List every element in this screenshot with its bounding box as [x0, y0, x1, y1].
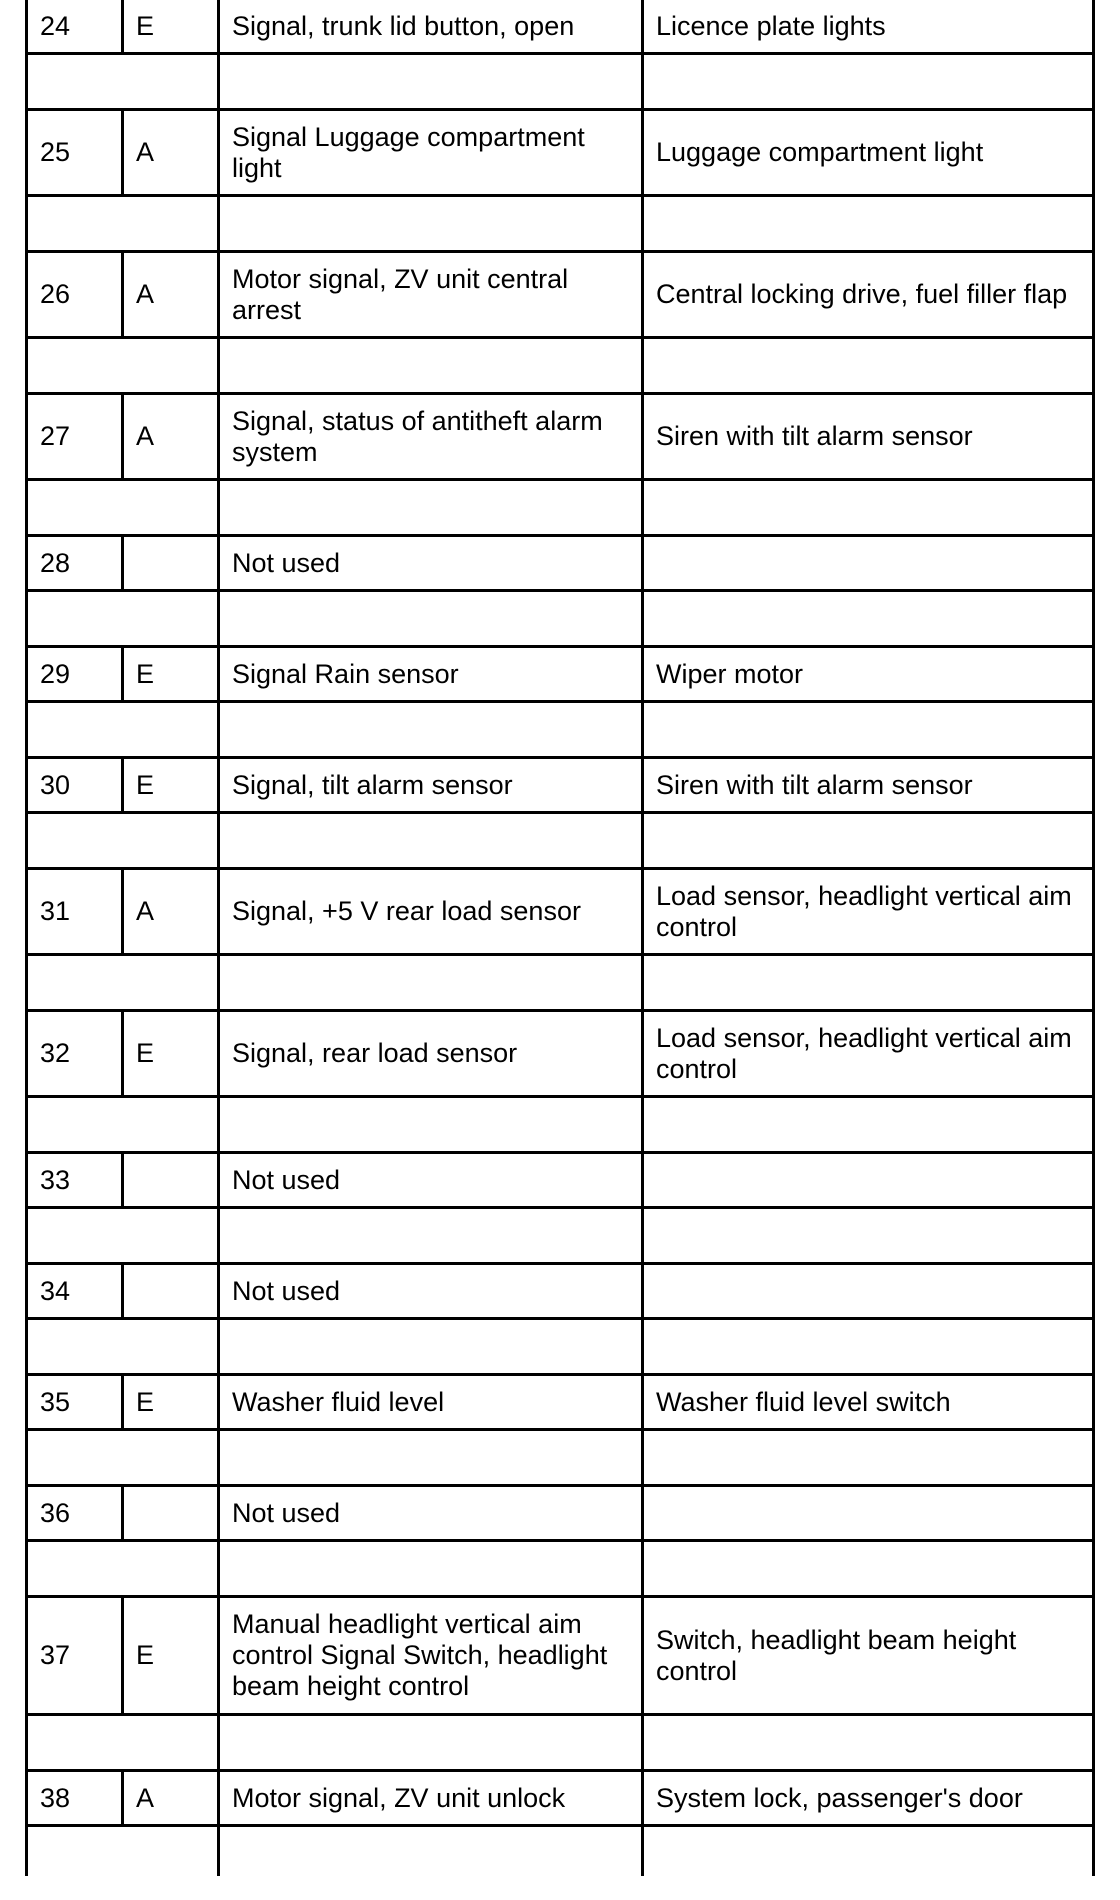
component-name: Central locking drive, fuel filler flap	[643, 252, 1094, 338]
signal-direction: A	[123, 1771, 219, 1826]
component-name: Siren with tilt alarm sensor	[643, 394, 1094, 480]
component-name	[643, 1264, 1094, 1319]
component-name: System lock, passenger's door	[643, 1771, 1094, 1826]
signal-direction: E	[123, 1597, 219, 1715]
table-row	[27, 1011, 1094, 1097]
spacer-row	[27, 1541, 1094, 1597]
pin-number: 31	[27, 869, 123, 955]
pin-number: 33	[27, 1153, 123, 1208]
spacer-row	[27, 1208, 1094, 1264]
signal-direction: E	[123, 758, 219, 813]
table-row	[27, 110, 1094, 196]
table-row	[27, 1771, 1094, 1826]
table-row	[27, 869, 1094, 955]
spacer-row	[27, 196, 1094, 252]
component-name	[643, 536, 1094, 591]
signal-direction: A	[123, 394, 219, 480]
pin-number: 29	[27, 647, 123, 702]
signal-direction: A	[123, 252, 219, 338]
signal-direction: E	[123, 1011, 219, 1097]
pin-number: 37	[27, 1597, 123, 1715]
table-row	[27, 394, 1094, 480]
component-name: Washer fluid level switch	[643, 1375, 1094, 1430]
pin-number: 25	[27, 110, 123, 196]
signal-description: Not used	[219, 536, 643, 591]
pin-number: 32	[27, 1011, 123, 1097]
spacer-row	[27, 1430, 1094, 1486]
signal-direction	[123, 1486, 219, 1541]
pin-number: 26	[27, 252, 123, 338]
spacer-row	[27, 1715, 1094, 1771]
pin-number: 24	[27, 0, 123, 54]
table-row	[27, 0, 1094, 54]
signal-direction: A	[123, 110, 219, 196]
table-row	[27, 1264, 1094, 1319]
table-row	[27, 1153, 1094, 1208]
signal-description: Signal Luggage compartment light	[219, 110, 643, 196]
signal-description: Washer fluid level	[219, 1375, 643, 1430]
signal-description: Signal, +5 V rear load sensor	[219, 869, 643, 955]
signal-description: Not used	[219, 1264, 643, 1319]
pin-number: 38	[27, 1771, 123, 1826]
spacer-row	[27, 1826, 1094, 1877]
pin-number: 27	[27, 394, 123, 480]
spacer-row	[27, 480, 1094, 536]
spacer-row	[27, 702, 1094, 758]
signal-direction: E	[123, 1375, 219, 1430]
signal-direction	[123, 536, 219, 591]
pin-number: 30	[27, 758, 123, 813]
table-row	[27, 1597, 1094, 1715]
component-name: Licence plate lights	[643, 0, 1094, 54]
pin-assignment-table	[25, 0, 1095, 1876]
signal-description: Signal, tilt alarm sensor	[219, 758, 643, 813]
signal-direction: E	[123, 0, 219, 54]
signal-description: Signal, trunk lid button, open	[219, 0, 643, 54]
component-name	[643, 1153, 1094, 1208]
signal-description: Signal Rain sensor	[219, 647, 643, 702]
signal-direction	[123, 1264, 219, 1319]
table-row	[27, 1486, 1094, 1541]
spacer-row	[27, 1319, 1094, 1375]
spacer-row	[27, 591, 1094, 647]
spacer-row	[27, 813, 1094, 869]
signal-description: Not used	[219, 1486, 643, 1541]
spacer-row	[27, 955, 1094, 1011]
signal-description: Signal, rear load sensor	[219, 1011, 643, 1097]
pin-number: 34	[27, 1264, 123, 1319]
pin-number: 35	[27, 1375, 123, 1430]
signal-direction: A	[123, 869, 219, 955]
spacer-row	[27, 338, 1094, 394]
component-name: Luggage compartment light	[643, 110, 1094, 196]
table-row	[27, 252, 1094, 338]
component-name: Siren with tilt alarm sensor	[643, 758, 1094, 813]
spacer-row	[27, 1097, 1094, 1153]
signal-description: Motor signal, ZV unit unlock	[219, 1771, 643, 1826]
signal-direction	[123, 1153, 219, 1208]
signal-description: Signal, status of antitheft alarm system	[219, 394, 643, 480]
component-name: Load sensor, headlight vertical aim control	[643, 869, 1094, 955]
table-row	[27, 647, 1094, 702]
pin-number: 28	[27, 536, 123, 591]
table-row	[27, 1375, 1094, 1430]
component-name	[643, 1486, 1094, 1541]
pin-number: 36	[27, 1486, 123, 1541]
table-row	[27, 536, 1094, 591]
signal-description: Not used	[219, 1153, 643, 1208]
signal-description: Manual headlight vertical aim control Signal Switch, headlight beam height control	[219, 1597, 643, 1715]
component-name: Load sensor, headlight vertical aim control	[643, 1011, 1094, 1097]
signal-direction: E	[123, 647, 219, 702]
table-row	[27, 758, 1094, 813]
signal-description: Motor signal, ZV unit central arrest	[219, 252, 643, 338]
spacer-row	[27, 54, 1094, 110]
component-name: Wiper motor	[643, 647, 1094, 702]
component-name: Switch, headlight beam height control	[643, 1597, 1094, 1715]
